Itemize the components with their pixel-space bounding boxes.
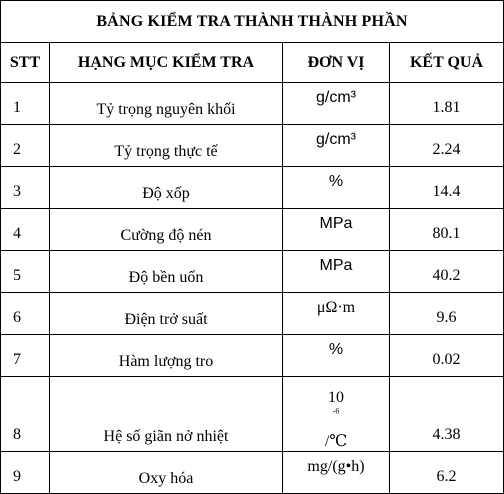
table-row [1,377,504,452]
unit-value: MPa [319,215,353,232]
stt-value: 4 [13,225,21,242]
row-unit [283,209,390,251]
row-unit [283,251,390,293]
item-value: Tỷ trọng thực tế [114,143,218,160]
item-value: Điện trở suất [124,311,208,328]
unit-value: g/cm³ [316,131,356,148]
row-result [390,125,504,167]
header-result: KẾT QUẢ [390,43,504,83]
header-row [1,43,504,83]
stt-value: 8 [13,426,21,443]
result-value: 6.2 [436,468,457,485]
unit-exponent: -6 [332,406,340,416]
result-value: 0.02 [432,351,461,368]
row-unit [283,452,390,494]
table-row [1,167,504,209]
row-stt [1,335,50,377]
table-row [1,83,504,125]
row-item [50,125,283,167]
row-stt [1,125,50,167]
result-value: 2.24 [432,141,461,158]
row-item [50,83,283,125]
row-stt [1,167,50,209]
unit-value: % [328,341,344,358]
table-row [1,452,504,494]
unit-value: % [328,173,344,190]
row-result [390,377,504,452]
row-stt [1,377,50,452]
header-item: HẠNG MỤC KIỂM TRA [50,43,283,83]
stt-value: 5 [13,267,21,284]
row-result [390,167,504,209]
stt-value: 2 [13,141,21,158]
row-unit [283,167,390,209]
unit-value: MPa [319,257,353,274]
stt-value: 9 [13,468,21,485]
row-unit [283,335,390,377]
stt-value: 1 [13,99,21,116]
row-result [390,83,504,125]
unit-value: g/cm³ [316,89,356,106]
table-row [1,251,504,293]
unit-tail: /℃ [324,433,348,450]
result-value: 14.4 [432,183,461,200]
row-item [50,209,283,251]
row-result [390,209,504,251]
unit-value [283,377,389,451]
unit-value: μΩ·m [316,299,356,316]
table-row [1,335,504,377]
title-row [1,1,504,43]
item-value: Hàm lượng tro [118,353,214,370]
item-value: Hệ số giãn nở nhiệt [103,428,229,445]
row-item [50,335,283,377]
row-item [50,251,283,293]
table-row [1,209,504,251]
row-item [50,293,283,335]
row-item [50,167,283,209]
item-value: Oxy hóa [138,470,194,487]
result-value: 40.2 [432,267,461,284]
result-value: 9.6 [436,309,457,326]
unit-base: 10 [328,389,344,406]
row-result [390,251,504,293]
item-value: Độ xốp [142,185,190,202]
row-unit [283,125,390,167]
result-value: 4.38 [432,426,461,443]
row-stt [1,209,50,251]
table-row [1,125,504,167]
header-stt: STT [1,43,50,83]
row-stt [1,293,50,335]
unit-value: mg/(g•h) [307,458,365,475]
row-result [390,293,504,335]
header-unit: ĐƠN VỊ [283,43,390,83]
result-value: 1.81 [432,99,461,116]
row-item [50,377,283,452]
row-result [390,335,504,377]
item-value: Cường độ nén [120,227,212,244]
item-value: Độ bền uốn [128,269,204,286]
row-unit [283,377,390,452]
row-stt [1,83,50,125]
row-result [390,452,504,494]
row-stt [1,251,50,293]
stt-value: 3 [13,183,21,200]
result-value: 80.1 [432,225,461,242]
table-row [1,293,504,335]
item-value: Tỷ trọng nguyên khối [96,101,236,118]
stt-value: 6 [13,309,21,326]
row-unit [283,83,390,125]
row-unit [283,293,390,335]
row-stt [1,452,50,494]
stt-value: 7 [13,351,21,368]
table-title: BẢNG KIỂM TRA THÀNH THÀNH PHẦN [1,1,504,43]
row-item [50,452,283,494]
